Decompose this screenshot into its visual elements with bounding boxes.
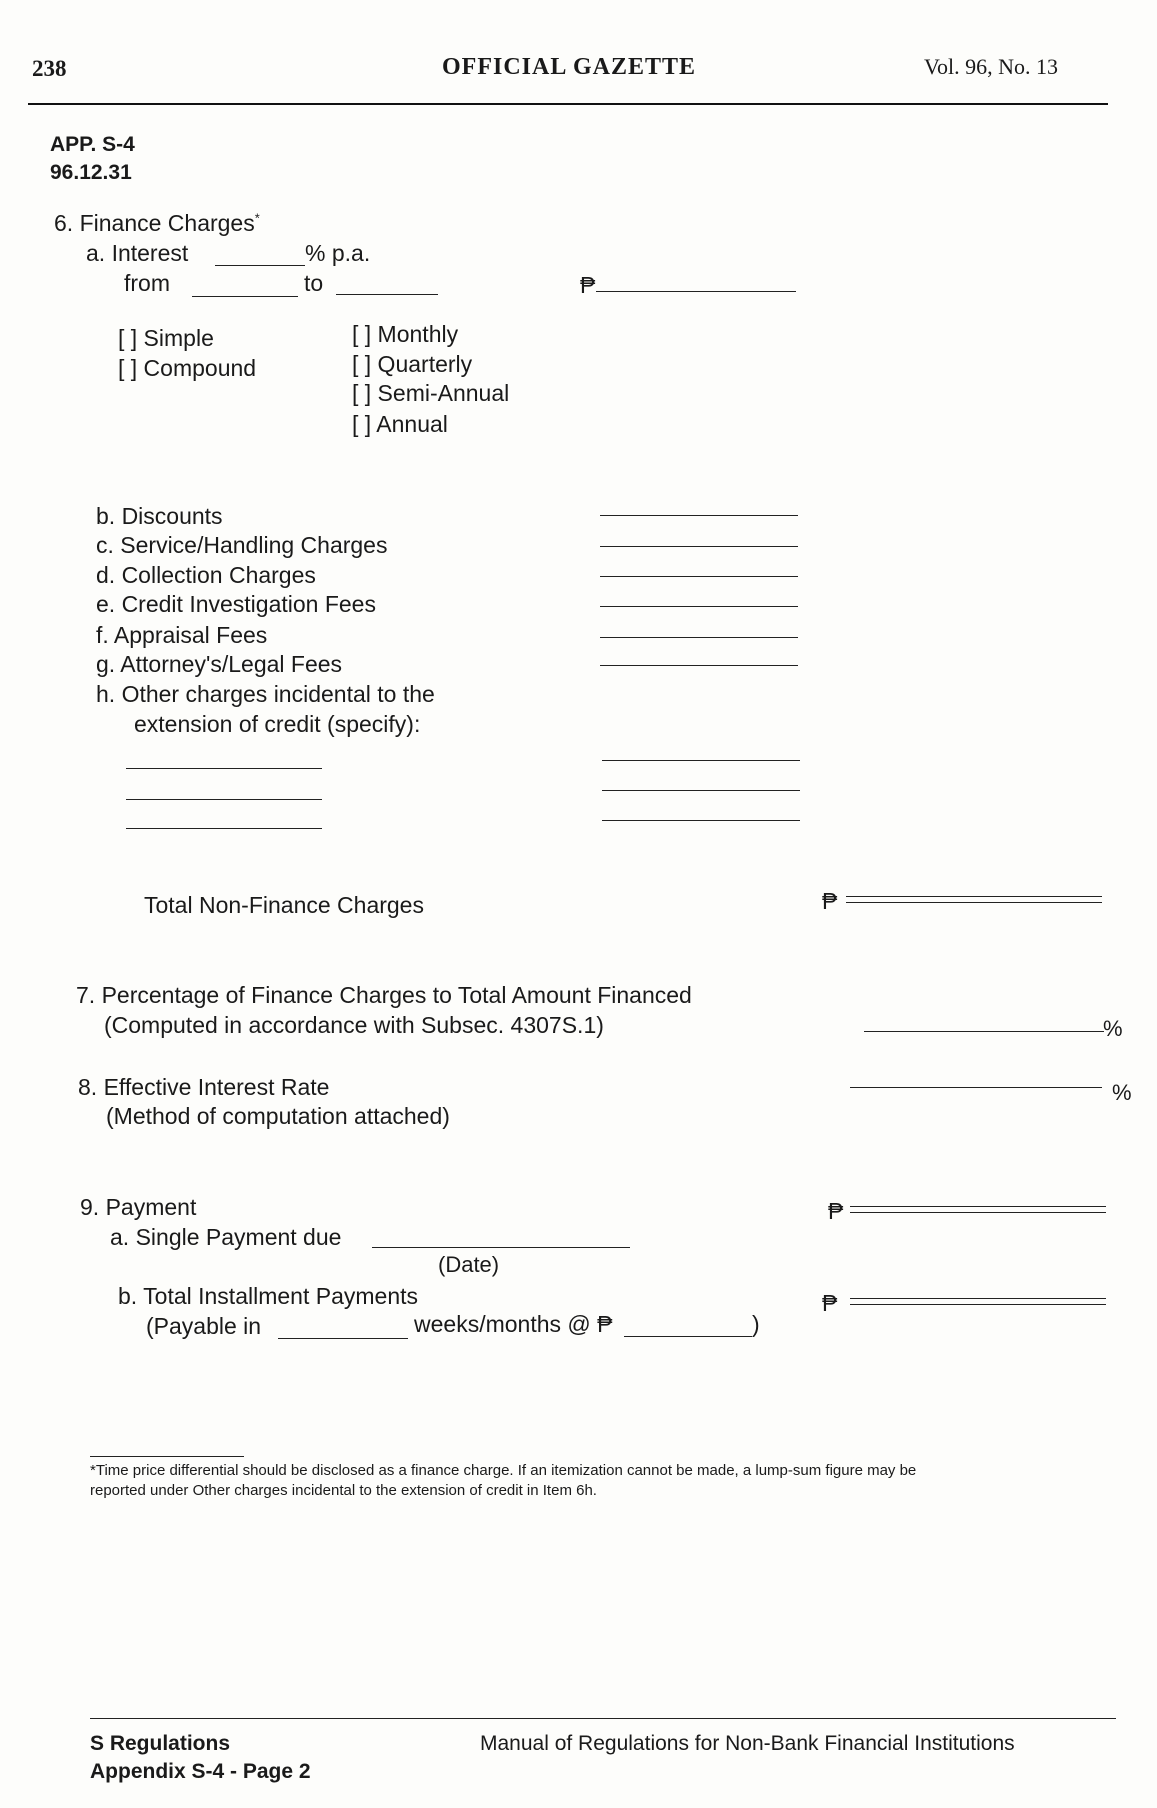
total-peso-sign: ₱ <box>822 888 838 914</box>
from-label: from <box>124 270 170 296</box>
date-caption: (Date) <box>438 1252 500 1277</box>
other-charge-desc-2[interactable] <box>126 799 322 800</box>
payable-in-label: (Payable in <box>146 1313 262 1339</box>
payable-period-blank[interactable] <box>278 1338 408 1339</box>
footnote-line1: *Time price differential should be disclosed as a finance charge. If an itemization cannot be made, a lump-sum figure may be <box>90 1462 917 1479</box>
item-service-charges: c. Service/Handling Charges <box>96 532 388 558</box>
total-non-finance-blank[interactable] <box>846 896 1102 903</box>
item-other-charges-cont: extension of credit (specify): <box>134 711 421 737</box>
item-appraisal-fees: f. Appraisal Fees <box>96 622 268 648</box>
installment-peso-sign: ₱ <box>822 1290 838 1316</box>
other-charge-amount-3[interactable] <box>602 820 800 821</box>
total-non-finance-label: Total Non-Finance Charges <box>144 892 424 918</box>
finance-charges-heading: 6. Finance Charges* <box>54 210 260 236</box>
checkbox-semi-annual[interactable]: [ ] Semi-Annual <box>352 380 510 406</box>
other-charge-amount-2[interactable] <box>602 790 800 791</box>
section7-line2: (Computed in accordance with Subsec. 4307S.1) <box>104 1012 604 1038</box>
other-charge-desc-3[interactable] <box>126 828 322 829</box>
item-other-charges: h. Other charges incidental to the <box>96 681 435 707</box>
volume-number: Vol. 96, No. 13 <box>924 54 1059 79</box>
interest-pct-suffix: % p.a. <box>305 240 371 266</box>
footnote-line2: reported under Other charges incidental to the extension of credit in Item 6h. <box>90 1482 597 1499</box>
effective-rate-blank[interactable] <box>850 1087 1102 1088</box>
installment-amount-blank[interactable] <box>850 1298 1106 1305</box>
checkbox-compound[interactable]: [ ] Compound <box>118 355 257 381</box>
to-label: to <box>304 270 324 296</box>
section7-line1: 7. Percentage of Finance Charges to Total Amount Financed <box>76 982 692 1008</box>
interest-label: a. Interest <box>86 240 189 266</box>
footer-appendix-page: Appendix S-4 - Page 2 <box>90 1760 311 1783</box>
collection-charges-blank[interactable] <box>600 576 798 577</box>
to-date-blank[interactable] <box>336 294 438 295</box>
interest-rate-blank[interactable] <box>215 265 305 266</box>
footer-rule <box>90 1718 1116 1719</box>
checkbox-quarterly[interactable]: [ ] Quarterly <box>352 351 473 377</box>
checkbox-monthly[interactable]: [ ] Monthly <box>352 321 459 347</box>
appraisal-fees-blank[interactable] <box>600 637 798 638</box>
interest-peso-sign: ₱ <box>580 272 596 298</box>
appendix-date: 96.12.31 <box>50 161 132 184</box>
close-paren: ) <box>752 1311 760 1337</box>
single-payment-label: a. Single Payment due <box>110 1224 342 1250</box>
from-date-blank[interactable] <box>192 296 298 297</box>
weeks-months-label: weeks/months @ ₱ <box>414 1311 613 1337</box>
footer-s-regulations: S Regulations <box>90 1732 231 1755</box>
payment-peso-sign: ₱ <box>828 1198 844 1224</box>
page-number: 238 <box>32 56 67 81</box>
interest-amount-blank[interactable] <box>596 291 796 292</box>
appendix-code: APP. S-4 <box>50 133 135 156</box>
item-discounts: b. Discounts <box>96 503 223 529</box>
item-collection-charges: d. Collection Charges <box>96 562 316 588</box>
checkbox-simple[interactable]: [ ] Simple <box>118 325 214 351</box>
installment-rate-blank[interactable] <box>624 1336 752 1337</box>
other-charge-desc-1[interactable] <box>126 768 322 769</box>
other-charge-amount-1[interactable] <box>602 760 800 761</box>
payment-heading: 9. Payment <box>80 1194 197 1220</box>
credit-investigation-blank[interactable] <box>600 606 798 607</box>
gazette-title: OFFICIAL GAZETTE <box>442 54 697 80</box>
section7-pct: % <box>1103 1016 1123 1041</box>
percentage-blank[interactable] <box>864 1031 1104 1032</box>
service-charges-blank[interactable] <box>600 546 798 547</box>
item-credit-investigation: e. Credit Investigation Fees <box>96 591 376 617</box>
single-payment-date-blank[interactable] <box>372 1247 630 1248</box>
single-payment-amount-blank[interactable] <box>850 1206 1106 1213</box>
header-rule <box>28 103 1108 105</box>
section8-line1: 8. Effective Interest Rate <box>78 1074 330 1100</box>
footer-manual-title: Manual of Regulations for Non-Bank Financial Institutions <box>480 1732 1015 1755</box>
section8-pct: % <box>1112 1080 1132 1105</box>
discounts-blank[interactable] <box>600 515 798 516</box>
legal-fees-blank[interactable] <box>600 665 798 666</box>
installment-label: b. Total Installment Payments <box>118 1283 418 1309</box>
checkbox-annual[interactable]: [ ] Annual <box>352 411 448 437</box>
section8-line2: (Method of computation attached) <box>106 1103 450 1129</box>
footnote-rule <box>90 1456 244 1457</box>
item-legal-fees: g. Attorney's/Legal Fees <box>96 651 343 677</box>
